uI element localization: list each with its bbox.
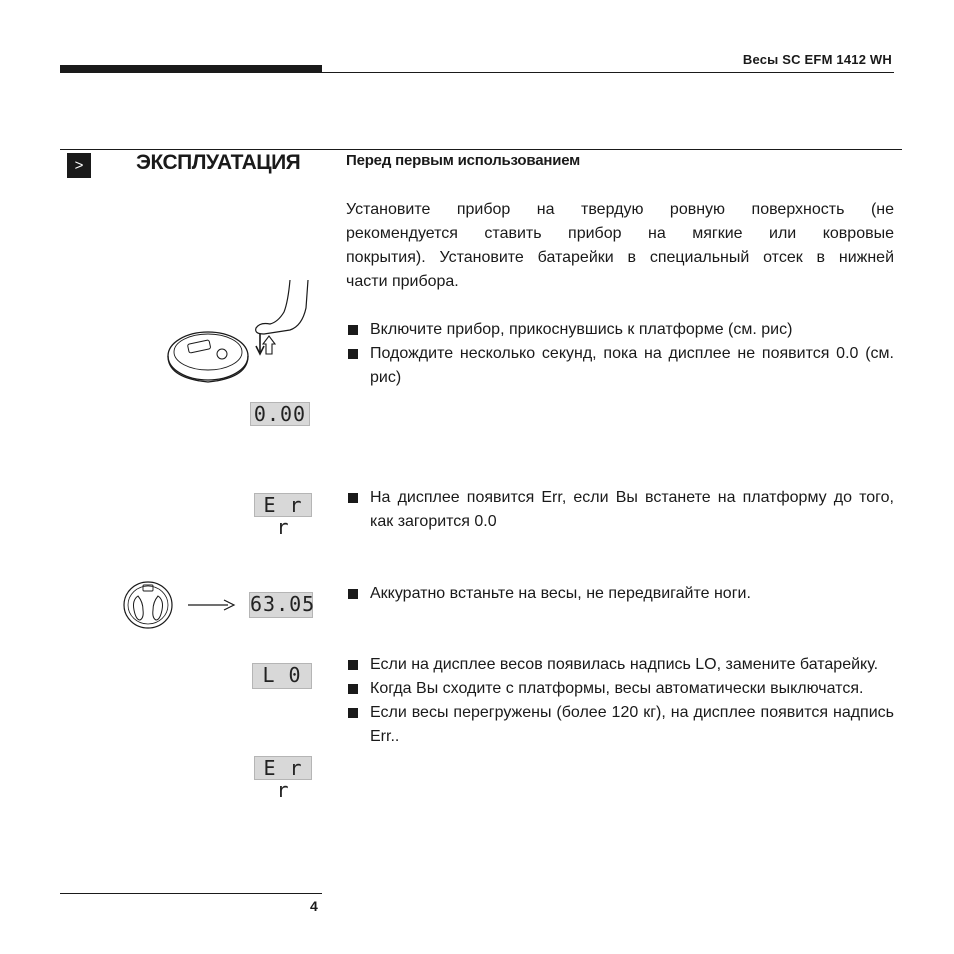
display-err-overload: E r r — [254, 756, 312, 780]
display-weight: 63.05 — [250, 592, 316, 616]
list-item: Подождите несколько секунд, пока на дисплее не появится 0.0 (см. рис) — [346, 342, 894, 390]
bullet-square-icon — [348, 349, 358, 359]
list-item: Аккуратно встаньте на весы, не передвигайте ноги. — [346, 582, 894, 606]
bullet-square-icon — [348, 684, 358, 694]
section-marker: > — [67, 153, 91, 178]
header-rule-thin — [322, 72, 894, 73]
footer-rule — [60, 893, 322, 894]
list-item: Когда Вы сходите с платформы, весы автоматически выключатся. — [346, 677, 894, 701]
page-number: 4 — [310, 898, 318, 914]
list-item: На дисплее появится Err, если Вы встанете на платформу до того, как загорится 0.0 — [346, 486, 894, 534]
list-item: Если на дисплее весов появилась надпись LO, замените батарейку. — [346, 653, 894, 677]
bullet-square-icon — [348, 589, 358, 599]
display-zero: 0.00 — [250, 402, 310, 426]
header-title: Весы SC EFM 1412 WH — [742, 52, 892, 67]
intro-line: покрытия). Установите батарейки в специальный отсек в нижней — [346, 249, 894, 266]
list-item: Включите прибор, прикоснувшись к платформе (см. рис) — [346, 318, 894, 342]
intro-line: рекомендуется ставить прибор на мягкие или ковровые — [346, 225, 894, 242]
bullet-square-icon — [348, 325, 358, 335]
section-rule — [60, 149, 902, 150]
feet-on-scale-illustration — [122, 580, 174, 630]
intro-paragraph — [346, 198, 894, 294]
scale-touch-illustration — [160, 278, 320, 388]
bullet-group-power — [346, 318, 894, 390]
header-rule-thick — [60, 65, 322, 73]
bullet-square-icon — [348, 493, 358, 503]
list-item: Если весы перегружены (более 120 кг), на дисплее появится надпись Err.. — [346, 701, 894, 749]
intro-line: Установите прибор на твердую ровную поверхность (не — [346, 201, 894, 218]
display-low: L 0 — [252, 663, 312, 689]
bullet-square-icon — [348, 660, 358, 670]
arrow-right-icon — [188, 598, 238, 612]
display-err: E r r — [254, 493, 312, 517]
section-title: ЭКСПЛУАТАЦИЯ — [136, 151, 301, 174]
bullet-group-step — [346, 582, 894, 606]
bullet-group-warnings — [346, 653, 894, 749]
bullet-group-err — [346, 486, 894, 534]
intro-line: части прибора. — [346, 273, 459, 290]
bullet-square-icon — [348, 708, 358, 718]
section-subtitle: Перед первым использованием — [346, 152, 581, 169]
